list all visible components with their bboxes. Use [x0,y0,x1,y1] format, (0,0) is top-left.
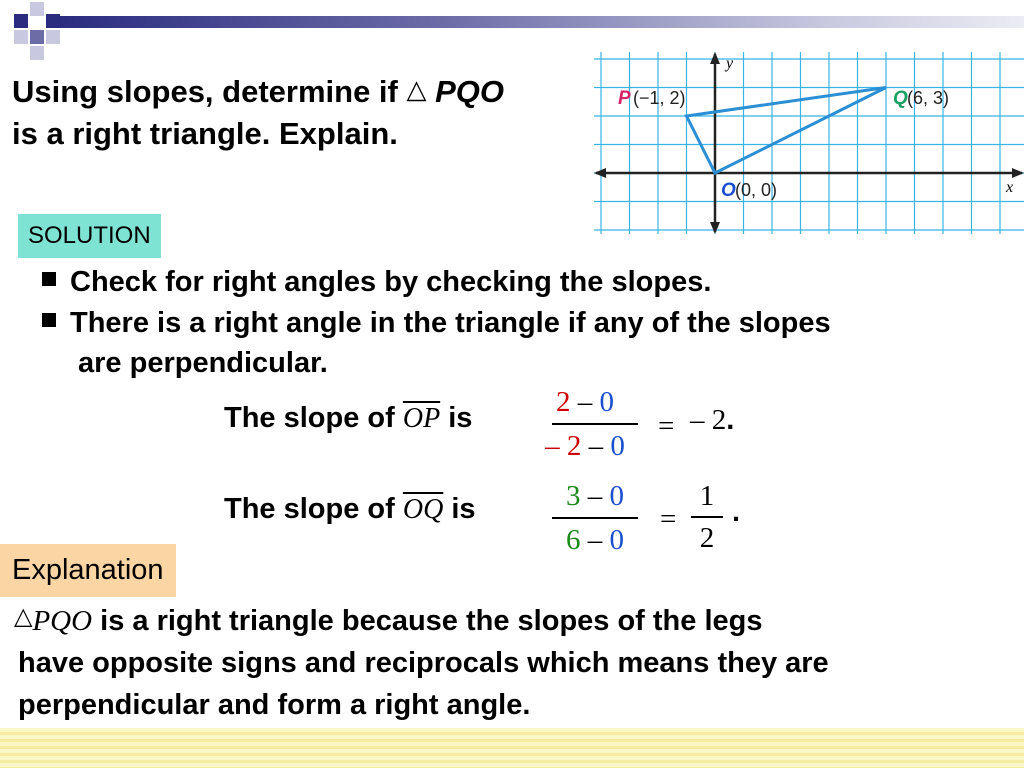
equals-sign: = [660,503,677,535]
fraction-bar [552,517,638,519]
slope-op-denominator: – 2 – 0 [545,430,625,462]
slope-op-numerator: 2 – 0 [556,386,614,418]
bullet-marker [42,313,56,327]
graph-grid [594,52,1024,234]
slope-oq-result-denominator: 2 [699,522,715,554]
slope-oq-result-numerator: 1 [699,480,715,512]
svg-text:P: P [618,88,631,109]
slope-oq-label: The slope of $\overline{OQ}$ is [224,493,476,525]
solution-label: SOLUTION [18,214,161,258]
point-q-label [893,88,949,109]
explanation-label: Explanation [0,544,176,597]
svg-text:(0, 0): (0, 0) [735,180,778,200]
footer-band [0,728,1024,768]
slope-oq-numerator: 3 – 0 [566,480,624,512]
bullet-marker [42,272,56,286]
x-axis-arrow-right [1012,168,1024,178]
slope-op-result: – 2. [690,404,735,436]
point-p-label [618,88,686,109]
period: . [732,496,741,528]
point-o-label [721,180,777,201]
bullet-continuation: are perpendicular. [78,347,328,379]
segment-oq: $\overline{OQ}$ [402,494,444,525]
x-axis-arrow-left [594,168,606,178]
fraction-bar [552,423,638,425]
fraction-bar [691,516,723,518]
triangle-pqo [687,88,887,174]
coordinate-graph [594,52,1024,234]
bullet-item: There is a right angle in the triangle if any of the slopes [42,303,831,343]
svg-text:Q: Q [893,88,908,109]
slope-oq-denominator: 6 – 0 [566,524,624,556]
page-title: Using slopes, determine if △ PQO is a right triangle. Explain. [12,74,505,151]
y-axis-label: y [726,55,734,72]
segment-op: $\overline{OP}$ [402,403,441,434]
bullet-item: Check for right angles by checking the slopes. [42,262,711,302]
svg-text:(6, 3): (6, 3) [907,88,950,108]
slope-op-label: The slope of $\overline{OP}$ is [224,402,473,434]
x-axis-label: x [1006,179,1014,196]
equals-sign: = [658,410,675,442]
header-bar [60,16,1024,28]
y-axis-arrow-down [710,222,720,234]
svg-text:O: O [721,180,736,201]
explanation-text: △PQO is a right triangle because the slopes of the legs have opposite signs and reciprocals which means they are perpendicular and form a right angle. [14,603,829,721]
svg-text:(−1, 2): (−1, 2) [633,88,686,108]
y-axis-arrow-up [710,52,720,64]
